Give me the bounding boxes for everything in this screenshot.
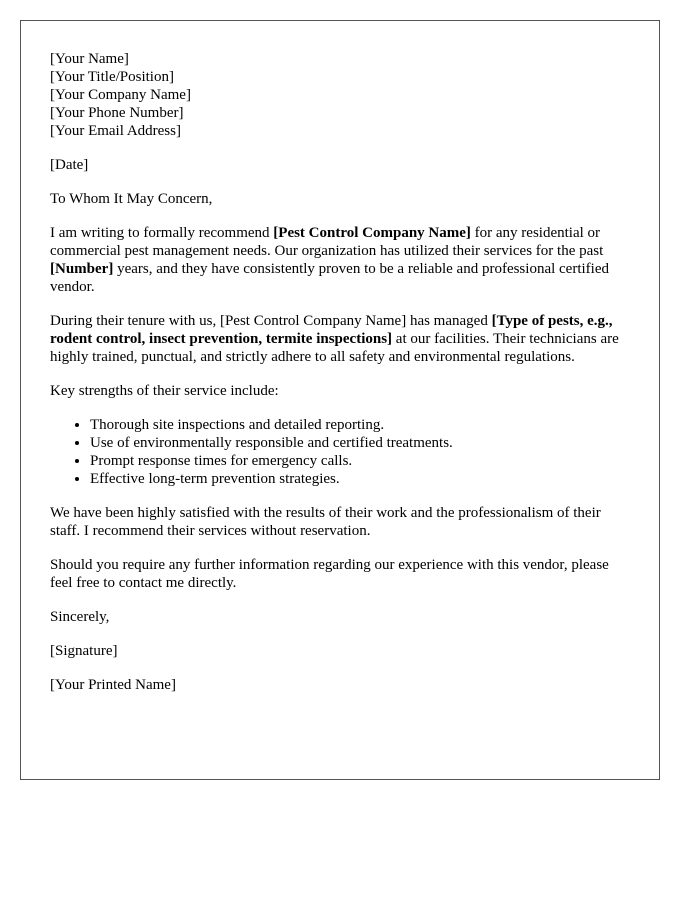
para2-pests-placeholder: [Type of pests, e.g., rodent control, insect prevention, termite inspections] xyxy=(50,313,613,347)
salutation: To Whom It May Concern, xyxy=(50,191,213,207)
letter-page xyxy=(20,20,660,780)
list-item: • Effective long-term prevention strategies. xyxy=(90,470,630,488)
sender-block xyxy=(50,50,630,140)
sender-company: [Your Company Name] xyxy=(50,87,191,103)
paragraph-satisfaction: We have been highly satisfied with the results of their work and the professionalism of their staff. I recommend their services without reservation. xyxy=(50,505,601,539)
paragraph-tenure xyxy=(50,312,630,366)
list-item: • Prompt response times for emergency calls. xyxy=(90,452,630,470)
printed-name: [Your Printed Name] xyxy=(50,677,176,693)
list-item: • Use of environmentally responsible and certified treatments. xyxy=(90,434,630,452)
sender-phone: [Your Phone Number] xyxy=(50,105,184,121)
sender-title: [Your Title/Position] xyxy=(50,69,174,85)
para2-text-1: During their tenure with us, [Pest Control Company Name] has managed xyxy=(50,313,492,329)
sender-name: [Your Name] xyxy=(50,51,129,67)
strengths-intro: Key strengths of their service include: xyxy=(50,383,279,399)
para2-text-2: at our facilities. Their technicians are highly trained, punctual, and strictly adhere to all safety and environmental regulations. xyxy=(50,331,619,365)
para1-text-1: I am writing to formally recommend xyxy=(50,225,274,241)
para1-text-3: years, and they have consistently proven to be a reliable and professional certified vendor. xyxy=(50,261,609,295)
signature: [Signature] xyxy=(50,643,118,659)
letter-date: [Date] xyxy=(50,157,89,173)
para1-text-2: for any residential or commercial pest management needs. Our organization has utilized their services for the past xyxy=(50,225,604,259)
paragraph-recommendation xyxy=(50,224,630,296)
closing: Sincerely, xyxy=(50,609,110,625)
para1-company-placeholder: [Pest Control Company Name] xyxy=(273,225,471,241)
para1-number-placeholder: [Number] xyxy=(50,261,114,277)
sender-email: [Your Email Address] xyxy=(50,123,181,139)
strengths-list xyxy=(50,416,630,488)
paragraph-contact: Should you require any further information regarding our experience with this vendor, please feel free to contact me directly. xyxy=(50,557,609,591)
list-item: • Thorough site inspections and detailed reporting. xyxy=(90,416,630,434)
